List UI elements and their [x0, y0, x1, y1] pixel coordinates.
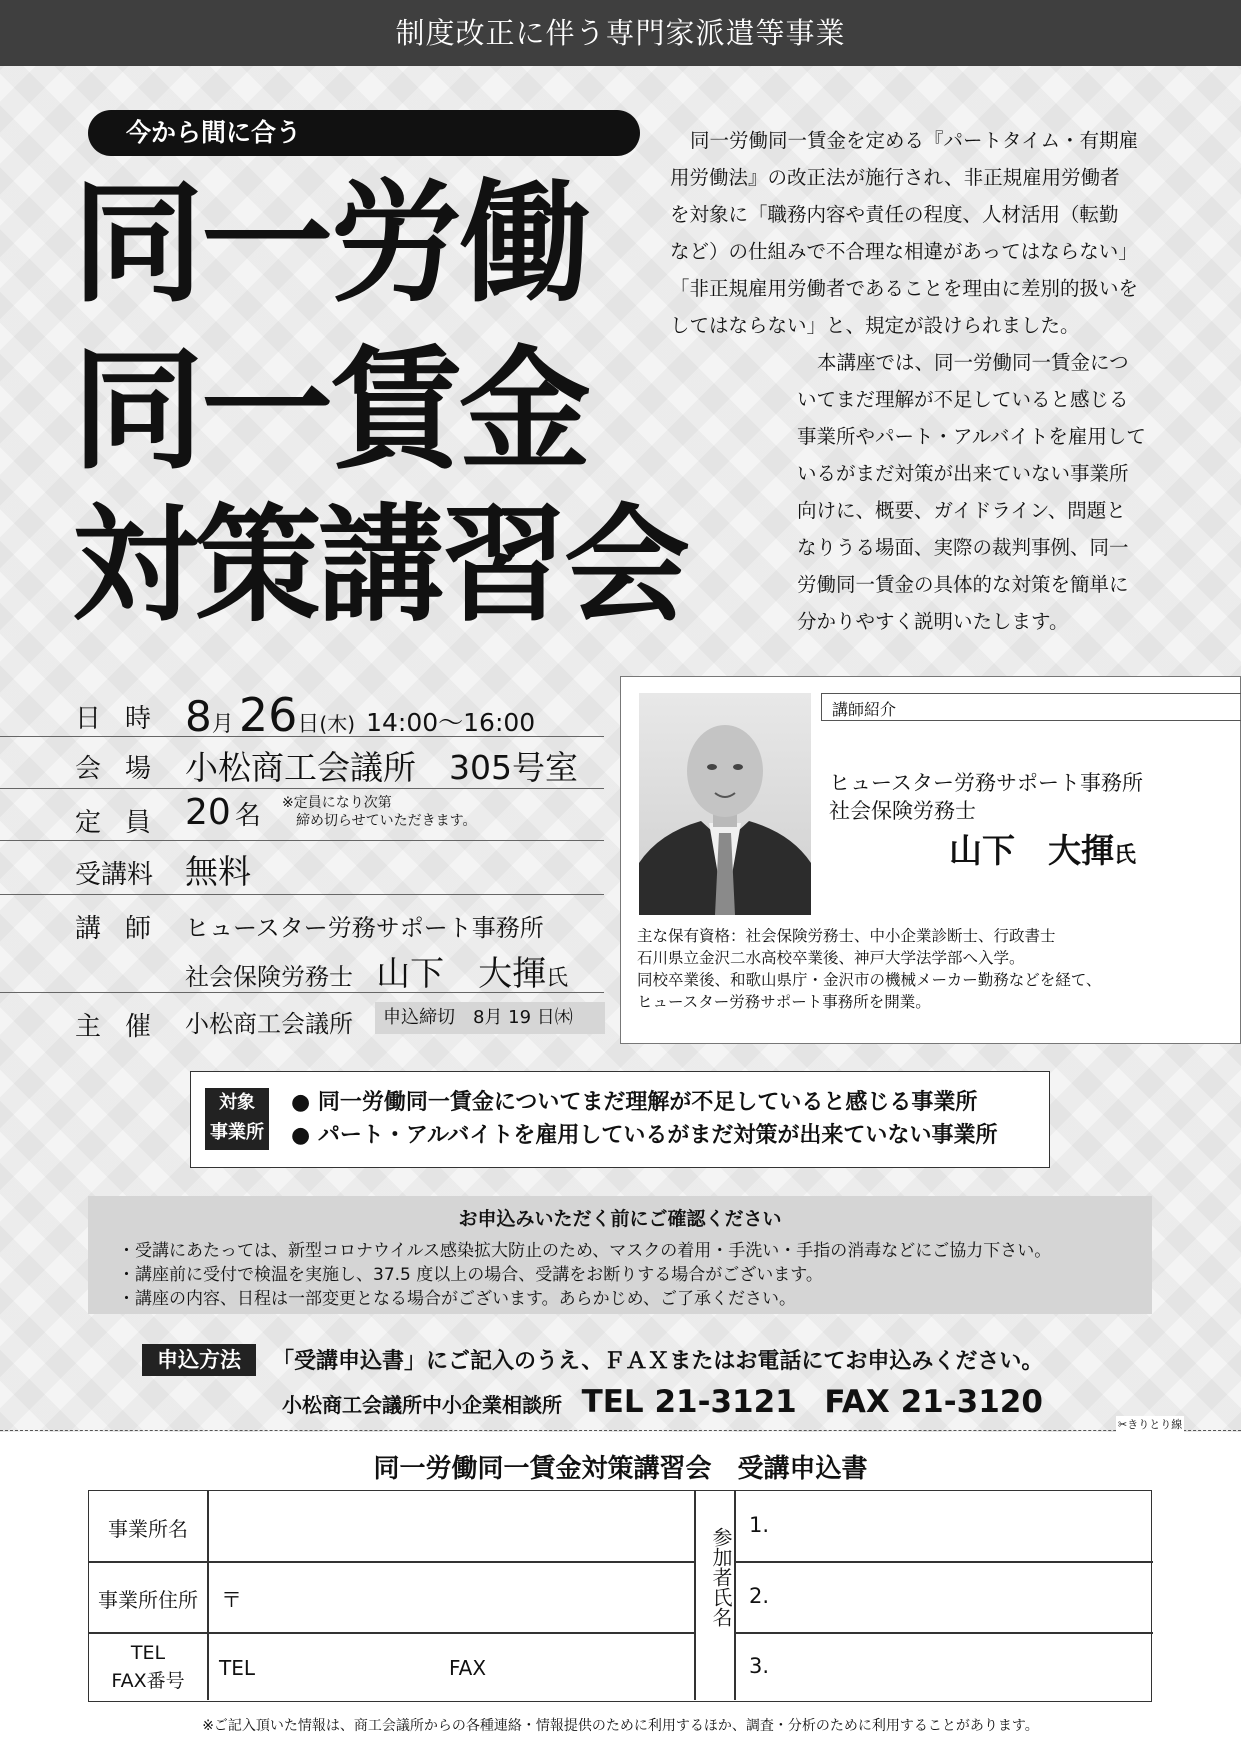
notice-box — [88, 1196, 1152, 1314]
instructor-title: 社会保険労務士 — [829, 799, 976, 823]
target-label — [205, 1088, 269, 1150]
target-box — [190, 1071, 1050, 1168]
notice-line: ・受講にあたっては、新型コロナウイルス感染拡大防止のため、マスクの着用・手洗い・手指の消毒などにご協力下さい。 — [118, 1241, 1052, 1261]
target-label-line: 事業所 — [210, 1122, 264, 1143]
participant-3-field[interactable]: 3. — [749, 1654, 770, 1678]
venue-label: 会場 — [75, 754, 176, 784]
capacity-note-line: ※定員になり次第 — [282, 795, 392, 811]
instructor-name-line — [949, 825, 1136, 872]
notice-heading: お申込みいただく前にご確認ください — [458, 1208, 782, 1230]
lecturer-title: 社会保険労務士 — [185, 963, 353, 991]
bio-line: 石川県立金沢二水高校卒業後、神戸大学法学部へ入学。 — [637, 949, 1025, 967]
cut-line-label — [1116, 1416, 1184, 1432]
intro-line: 本講座では、同一労働同一賃金につ — [817, 351, 1129, 374]
office-name-label: 事業所名 — [108, 1517, 188, 1541]
intro-line: いるがまだ対策が出来ていない事業所 — [797, 462, 1129, 485]
intro-line: 分かりやすく説明いたします。 — [797, 610, 1069, 633]
intro-paragraph-1 — [670, 122, 1230, 344]
host-value: 小松商工会議所 — [185, 1010, 353, 1038]
instructor-affiliation — [829, 769, 1143, 825]
row-date — [0, 688, 604, 742]
date-month: 8 — [185, 692, 212, 741]
date-time: 14:00～16:00 — [366, 708, 536, 737]
date-day: 26 — [238, 688, 298, 742]
form-footnote: ※ご記入頂いた情報は、商工会議所からの各種連絡・情報提供のために利用するほか、調査・分析のために利用することがあります。 — [202, 1718, 1039, 1734]
application-form-table — [88, 1490, 1152, 1702]
form-title: 同一労働同一賃金対策講習会 受講申込書 — [373, 1454, 868, 1484]
person-portrait-icon — [639, 693, 811, 915]
apply-method-label: 申込方法 — [142, 1344, 256, 1376]
intro-line: してはならない」と、規定が設けられました。 — [670, 314, 1080, 337]
pill-badge: 今から間に合う — [88, 110, 640, 156]
deadline-badge: 申込締切 8月 19 日㈭ — [375, 1002, 605, 1034]
notice-line: ・講座前に受付で検温を実施し、37.5 度以上の場合、受講をお断りする場合がございます。 — [118, 1265, 823, 1285]
tel-field[interactable]: TEL — [219, 1656, 255, 1680]
contact-tel: TEL 21-3121 — [581, 1384, 797, 1420]
title-line-1: 同一労働 — [72, 167, 588, 321]
row-fee — [0, 840, 604, 895]
intro-line: 事業所やパート・アルバイトを雇用して — [797, 425, 1146, 448]
intro-line: 労働同一賃金の具体的な対策を簡単に — [797, 573, 1129, 596]
instructor-name: 山下 大揮 — [949, 831, 1114, 870]
row-lecturer — [0, 894, 604, 993]
row-venue — [0, 736, 604, 789]
intro-line: 向けに、概要、ガイドライン、問題と — [797, 499, 1126, 522]
intro-line: 用労働法』の改正法が施行され、非正規雇用労働者 — [670, 166, 1120, 189]
row-host — [0, 992, 604, 1042]
apply-method-text: 「受講申込書」にご記入のうえ、ＦＡＸまたはお電話にてお申込みください。 — [272, 1349, 1044, 1374]
cut-line-text: きりとり線 — [1127, 1418, 1183, 1431]
title-line-2: 同一賃金 — [72, 334, 588, 488]
participant-2-field[interactable]: 2. — [749, 1584, 770, 1608]
instructor-suffix: 氏 — [1114, 842, 1137, 868]
intro-paragraph-2 — [797, 344, 1237, 640]
fee-value: 無料 — [185, 852, 251, 891]
fax-field[interactable]: FAX — [449, 1656, 487, 1680]
capacity-note — [282, 794, 476, 830]
capacity-note-line: 締め切らせていただきます。 — [296, 813, 477, 829]
bio-line: 主な保有資格：社会保険労務士、中小企業診断士、行政書士 — [637, 927, 1056, 945]
participants-label: 参加者氏名 — [709, 1527, 733, 1627]
target-item: ● パート・アルバイトを雇用しているがまだ対策が出来ていない事業所 — [291, 1123, 998, 1148]
notice-line: ・講座の内容、日程は一部変更となる場合がございます。あらかじめ、ご了承ください。 — [118, 1289, 796, 1309]
row-capacity — [0, 788, 604, 841]
intro-line: 同一労働同一賃金を定める『パートタイム・有期雇 — [690, 129, 1139, 152]
target-list — [291, 1086, 997, 1152]
contact-org: 小松商工会議所中小企業相談所 — [282, 1393, 562, 1417]
target-item: ● 同一労働同一賃金についてまだ理解が不足していると感じる事業所 — [291, 1090, 978, 1115]
office-name-field[interactable] — [211, 1495, 689, 1557]
scissors-icon: ✂ — [1118, 1418, 1128, 1431]
tel-fax-label — [89, 1639, 207, 1695]
lecturer-name-line — [185, 946, 568, 995]
office-address-label: 事業所住所 — [98, 1588, 198, 1612]
bio-line: ヒュースター労務サポート事務所を開業。 — [637, 993, 931, 1011]
host-label: 主催 — [75, 1012, 176, 1042]
fax-label: FAX番号 — [111, 1670, 185, 1692]
instructor-office: ヒュースター労務サポート事務所 — [829, 771, 1143, 795]
title-line-3: 対策講習会 — [72, 492, 687, 639]
capacity-value — [185, 792, 261, 833]
instructor-heading: 講師紹介 — [832, 700, 897, 719]
lecturer-label: 講師 — [75, 914, 176, 944]
date-value — [185, 688, 535, 742]
instructor-box — [620, 676, 1241, 1044]
capacity-number: 20 — [185, 792, 231, 833]
intro-line: いてまだ理解が不足していると感じる — [797, 388, 1129, 411]
bio-line: 同校卒業後、和歌山県庁・金沢市の機械メーカー勤務などを経て、 — [637, 971, 1102, 989]
lecturer-name: 山下 大揮 — [376, 954, 547, 994]
participant-1-field[interactable]: 1. — [749, 1513, 770, 1537]
capacity-unit: 名 — [234, 801, 261, 831]
intro-line: を対象に「職務内容や責任の程度、人材活用（転勤 — [670, 203, 1119, 226]
date-weekday: (木) — [319, 712, 356, 736]
venue-value: 小松商工会議所 305号室 — [185, 748, 578, 787]
date-day-unit: 日 — [297, 712, 320, 737]
date-month-unit: 月 — [211, 712, 234, 737]
lecturer-office: ヒュースター労務サポート事務所 — [185, 914, 544, 942]
capacity-label: 定員 — [75, 808, 176, 838]
intro-line: など）の仕組みで不合理な相違があってはならない」 — [670, 240, 1138, 263]
fee-label: 受講料 — [75, 860, 154, 890]
lecturer-suffix: 氏 — [546, 966, 569, 991]
top-banner: 制度改正に伴う専門家派遣等事業 — [0, 0, 1241, 66]
tel-label: TEL — [130, 1642, 166, 1664]
contact-line — [282, 1384, 1043, 1420]
instructor-photo — [639, 693, 811, 915]
cut-line — [0, 1430, 1241, 1431]
instructor-bio — [637, 925, 1101, 1013]
office-address-field[interactable] — [239, 1567, 689, 1627]
postal-mark: 〒 — [221, 1588, 242, 1612]
instructor-heading-bar — [821, 693, 1241, 721]
contact-fax: FAX 21-3120 — [824, 1384, 1043, 1420]
intro-line: 「非正規雇用労働者であることを理由に差別的扱いを — [670, 277, 1139, 300]
date-label: 日時 — [75, 704, 176, 734]
intro-line: なりうる場面、実際の裁判事例、同一 — [797, 536, 1129, 559]
target-label-line: 対象 — [219, 1092, 255, 1113]
